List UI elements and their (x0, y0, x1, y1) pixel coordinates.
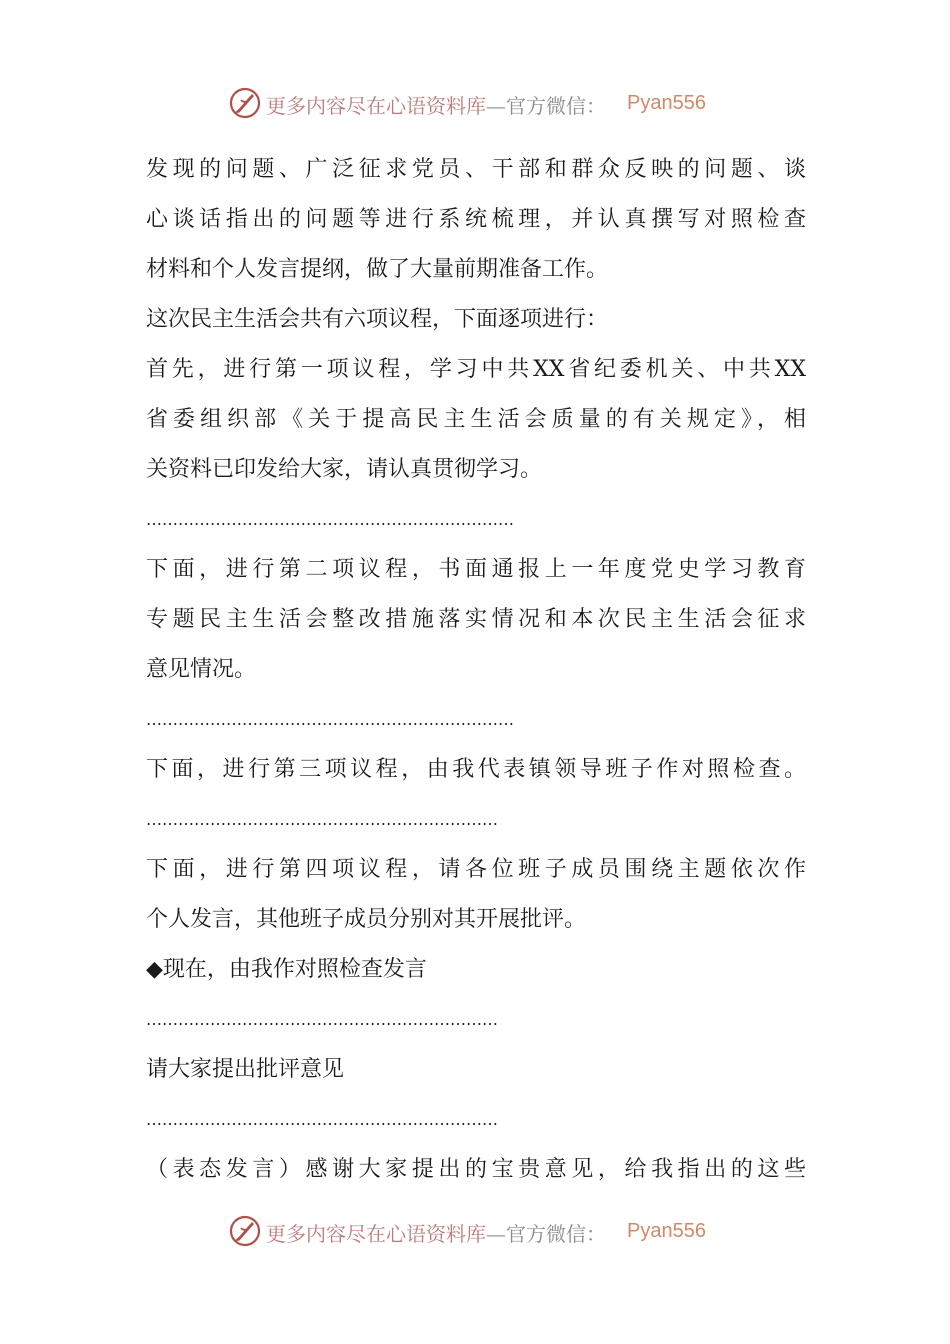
footer-wechat-id: Pyan556 (627, 1220, 706, 1242)
footer-brand-text: 更多内容尽在心语资料库 (266, 1222, 486, 1246)
quill-logo-icon (228, 86, 262, 120)
paragraph-line: 下面，进行第四项议程，请各位班子成员围绕主题依次作 (146, 857, 806, 882)
footer-separator: — (486, 1222, 506, 1246)
footer-brand (266, 1218, 606, 1247)
paragraph-line: 材料和个人发言提纲，做了大量前期准备工作。 (146, 257, 609, 282)
paragraph-line: 发现的问题、广泛征求党员、干部和群众反映的问题、谈 (146, 157, 806, 182)
ellipsis-line: ………………………………………………………… (146, 1110, 498, 1129)
quill-logo-icon (228, 1214, 262, 1248)
paragraph-line: 这次民主生活会共有六项议程，下面逐项进行： (146, 307, 609, 332)
paragraph-line: 专题民主生活会整改措施落实情况和本次民主生活会征求 (146, 607, 806, 632)
header-separator: — (486, 94, 506, 118)
page-header (0, 84, 950, 124)
paragraph-line: 个人发言，其他班子成员分别对其开展批评。 (146, 907, 587, 932)
paragraph-line: 首先，进行第一项议程，学习中共XX省纪委机关、中共XX (146, 357, 806, 382)
header-wechat-id: Pyan556 (627, 92, 706, 114)
ellipsis-line: ………………………………………………………… (146, 1010, 498, 1029)
header-brand (266, 90, 606, 119)
header-brand-text: 更多内容尽在心语资料库 (266, 94, 486, 118)
paragraph-line: （表态发言）感谢大家提出的宝贵意见，给我指出的这些 (146, 1157, 806, 1182)
paragraph-line: 省委组织部《关于提高民主生活会质量的有关规定》，相 (146, 407, 806, 432)
paragraph-line: ◆现在，由我作对照检查发言 (146, 957, 427, 982)
paragraph-line: 关资料已印发给大家，请认真贯彻学习。 (146, 457, 543, 482)
paragraph-line: 请大家提出批评意见 (146, 1057, 345, 1082)
paragraph-line: 下面，进行第三项议程，由我代表镇领导班子作对照检查。 (146, 757, 806, 782)
header-official-label: 官方微信： (506, 94, 606, 118)
page-footer (0, 1212, 950, 1252)
paragraph-line: 下面，进行第二项议程，书面通报上一年度党史学习教育 (146, 557, 806, 582)
ellipsis-line: …………………………………………………………… (146, 510, 514, 529)
ellipsis-line: ………………………………………………………… (146, 810, 498, 829)
footer-official-label: 官方微信： (506, 1222, 606, 1246)
paragraph-line: 意见情况。 (146, 657, 257, 682)
ellipsis-line: …………………………………………………………… (146, 710, 514, 729)
paragraph-line: 心谈话指出的问题等进行系统梳理，并认真撰写对照检查 (146, 207, 806, 232)
